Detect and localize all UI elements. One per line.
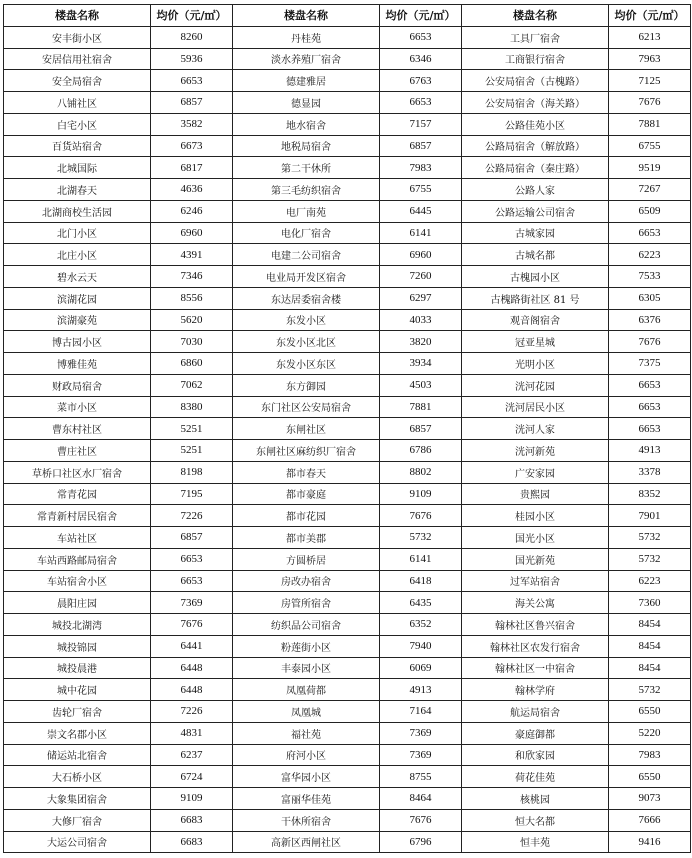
- average-price-cell: 9416: [609, 831, 691, 853]
- average-price-cell: 5620: [151, 309, 233, 331]
- column-header-name: 楼盘名称: [233, 5, 380, 27]
- table-row: [4, 26, 691, 48]
- average-price-cell: 4503: [380, 374, 462, 396]
- property-name-cell: 齿轮厂宿舍: [4, 701, 151, 723]
- average-price-cell: 7226: [151, 701, 233, 723]
- average-price-cell: 9109: [380, 483, 462, 505]
- table-row: [4, 766, 691, 788]
- property-name-cell: 安全局宿舍: [4, 70, 151, 92]
- property-name-cell: 滨湖花园: [4, 287, 151, 309]
- average-price-cell: 5220: [609, 722, 691, 744]
- property-name-cell: 八铺社区: [4, 92, 151, 114]
- property-name-cell: 都市美郡: [233, 527, 380, 549]
- property-name-cell: 冠亚星城: [462, 331, 609, 353]
- average-price-cell: 6653: [609, 374, 691, 396]
- property-name-cell: 工商银行宿舍: [462, 48, 609, 70]
- average-price-cell: 5732: [609, 679, 691, 701]
- table-row: [4, 809, 691, 831]
- average-price-cell: 6860: [151, 353, 233, 375]
- average-price-cell: 6796: [380, 831, 462, 853]
- average-price-cell: 7940: [380, 635, 462, 657]
- property-name-cell: 粉莲街小区: [233, 635, 380, 657]
- property-name-cell: 东门社区公安局宿舍: [233, 396, 380, 418]
- average-price-cell: 6683: [151, 831, 233, 853]
- average-price-cell: 6653: [380, 92, 462, 114]
- average-price-cell: 6786: [380, 440, 462, 462]
- average-price-cell: 7360: [609, 592, 691, 614]
- average-price-cell: 7226: [151, 505, 233, 527]
- average-price-cell: 3820: [380, 331, 462, 353]
- average-price-cell: 7901: [609, 505, 691, 527]
- table-row: [4, 505, 691, 527]
- property-name-cell: 房改办宿舍: [233, 570, 380, 592]
- property-name-cell: 第三毛纺织宿舍: [233, 179, 380, 201]
- table-row: [4, 200, 691, 222]
- average-price-cell: 6441: [151, 635, 233, 657]
- average-price-cell: 6683: [151, 809, 233, 831]
- average-price-cell: 6763: [380, 70, 462, 92]
- average-price-cell: 6653: [151, 70, 233, 92]
- property-name-cell: 安丰街小区: [4, 26, 151, 48]
- average-price-cell: 7676: [151, 614, 233, 636]
- property-name-cell: 德显园: [233, 92, 380, 114]
- average-price-cell: 4913: [380, 679, 462, 701]
- average-price-cell: 8556: [151, 287, 233, 309]
- housing-price-table: [3, 4, 691, 853]
- table-row: [4, 222, 691, 244]
- table-row: [4, 744, 691, 766]
- average-price-cell: 6448: [151, 679, 233, 701]
- property-name-cell: 公路运输公司宿舍: [462, 200, 609, 222]
- property-name-cell: 车站宿舍小区: [4, 570, 151, 592]
- average-price-cell: 7267: [609, 179, 691, 201]
- property-name-cell: 过军站宿舍: [462, 570, 609, 592]
- property-name-cell: 桂园小区: [462, 505, 609, 527]
- average-price-cell: 6223: [609, 244, 691, 266]
- property-name-cell: 观音阁宿舍: [462, 309, 609, 331]
- average-price-cell: 8454: [609, 614, 691, 636]
- property-name-cell: 百货站宿舍: [4, 135, 151, 157]
- average-price-cell: 8464: [380, 788, 462, 810]
- average-price-cell: 7369: [151, 592, 233, 614]
- table-row: [4, 157, 691, 179]
- table-row: [4, 483, 691, 505]
- average-price-cell: 7983: [380, 157, 462, 179]
- property-name-cell: 东发小区东区: [233, 353, 380, 375]
- table-row: [4, 592, 691, 614]
- property-name-cell: 北门小区: [4, 222, 151, 244]
- average-price-cell: 6376: [609, 309, 691, 331]
- property-name-cell: 公安局宿舍（海关路）: [462, 92, 609, 114]
- property-name-cell: 储运站北宿舍: [4, 744, 151, 766]
- table-row: [4, 309, 691, 331]
- average-price-cell: 8260: [151, 26, 233, 48]
- property-name-cell: 丰泰园小区: [233, 657, 380, 679]
- table-row: [4, 244, 691, 266]
- average-price-cell: 6653: [151, 570, 233, 592]
- average-price-cell: 5936: [151, 48, 233, 70]
- average-price-cell: 7260: [380, 266, 462, 288]
- table-row: [4, 614, 691, 636]
- average-price-cell: 6352: [380, 614, 462, 636]
- property-name-cell: 东方御园: [233, 374, 380, 396]
- table-row: [4, 48, 691, 70]
- property-name-cell: 公安局宿舍（古槐路）: [462, 70, 609, 92]
- average-price-cell: 6550: [609, 701, 691, 723]
- average-price-cell: 5251: [151, 418, 233, 440]
- average-price-cell: 4913: [609, 440, 691, 462]
- property-name-cell: 曹庄社区: [4, 440, 151, 462]
- average-price-cell: 3582: [151, 113, 233, 135]
- property-name-cell: 国光新苑: [462, 548, 609, 570]
- property-name-cell: 大运公司宿舍: [4, 831, 151, 853]
- property-name-cell: 府河小区: [233, 744, 380, 766]
- average-price-cell: 4831: [151, 722, 233, 744]
- property-name-cell: 丹桂苑: [233, 26, 380, 48]
- property-name-cell: 洸河新苑: [462, 440, 609, 462]
- table-row: [4, 570, 691, 592]
- table-row: [4, 135, 691, 157]
- table-row: [4, 788, 691, 810]
- property-name-cell: 城投北湖湾: [4, 614, 151, 636]
- property-name-cell: 东达居委宿舍楼: [233, 287, 380, 309]
- property-name-cell: 洸河人家: [462, 418, 609, 440]
- property-name-cell: 富华园小区: [233, 766, 380, 788]
- property-name-cell: 城投锦园: [4, 635, 151, 657]
- table-row: [4, 548, 691, 570]
- table-row: [4, 635, 691, 657]
- property-name-cell: 北湖商校生活园: [4, 200, 151, 222]
- average-price-cell: 9109: [151, 788, 233, 810]
- property-name-cell: 凤凰荷都: [233, 679, 380, 701]
- average-price-cell: 7533: [609, 266, 691, 288]
- average-price-cell: 9519: [609, 157, 691, 179]
- average-price-cell: 7676: [380, 809, 462, 831]
- average-price-cell: 6653: [380, 26, 462, 48]
- property-name-cell: 洸河居民小区: [462, 396, 609, 418]
- average-price-cell: 6960: [151, 222, 233, 244]
- property-name-cell: 公路人家: [462, 179, 609, 201]
- table-row: [4, 287, 691, 309]
- average-price-cell: 7881: [609, 113, 691, 135]
- property-name-cell: 城投晨港: [4, 657, 151, 679]
- average-price-cell: 6857: [151, 92, 233, 114]
- average-price-cell: 8380: [151, 396, 233, 418]
- average-price-cell: 8352: [609, 483, 691, 505]
- property-name-cell: 古城名都: [462, 244, 609, 266]
- table-row: [4, 657, 691, 679]
- average-price-cell: 6069: [380, 657, 462, 679]
- average-price-cell: 6509: [609, 200, 691, 222]
- property-name-cell: 洸河花园: [462, 374, 609, 396]
- average-price-cell: 3934: [380, 353, 462, 375]
- property-name-cell: 城中花园: [4, 679, 151, 701]
- property-name-cell: 地税局宿舍: [233, 135, 380, 157]
- table-row: [4, 353, 691, 375]
- property-name-cell: 曹东村社区: [4, 418, 151, 440]
- property-name-cell: 菜市小区: [4, 396, 151, 418]
- average-price-cell: 7963: [609, 48, 691, 70]
- property-name-cell: 翰林社区农发行宿舍: [462, 635, 609, 657]
- property-name-cell: 贵熙园: [462, 483, 609, 505]
- column-header-price: 均价（元/㎡）: [151, 5, 233, 27]
- average-price-cell: 6445: [380, 200, 462, 222]
- average-price-cell: 6297: [380, 287, 462, 309]
- average-price-cell: 8755: [380, 766, 462, 788]
- property-name-cell: 都市豪庭: [233, 483, 380, 505]
- average-price-cell: 6418: [380, 570, 462, 592]
- average-price-cell: 6435: [380, 592, 462, 614]
- property-name-cell: 常青新村居民宿舍: [4, 505, 151, 527]
- average-price-cell: 6346: [380, 48, 462, 70]
- property-name-cell: 北湖春天: [4, 179, 151, 201]
- property-name-cell: 海关公寓: [462, 592, 609, 614]
- average-price-cell: 6960: [380, 244, 462, 266]
- average-price-cell: 6550: [609, 766, 691, 788]
- table-row: [4, 831, 691, 853]
- property-name-cell: 国光小区: [462, 527, 609, 549]
- property-name-cell: 古城家园: [462, 222, 609, 244]
- property-name-cell: 翰林学府: [462, 679, 609, 701]
- property-name-cell: 电建二公司宿舍: [233, 244, 380, 266]
- property-name-cell: 干休所宿舍: [233, 809, 380, 831]
- column-header-name: 楼盘名称: [4, 5, 151, 27]
- property-name-cell: 公路局宿舍（解放路）: [462, 135, 609, 157]
- average-price-cell: 7881: [380, 396, 462, 418]
- table-row: [4, 179, 691, 201]
- property-name-cell: 大象集团宿舍: [4, 788, 151, 810]
- property-name-cell: 大修厂宿舍: [4, 809, 151, 831]
- average-price-cell: 7369: [380, 744, 462, 766]
- property-name-cell: 大石桥小区: [4, 766, 151, 788]
- property-name-cell: 东闸社区麻纺织厂宿舍: [233, 440, 380, 462]
- property-name-cell: 高新区西闸社区: [233, 831, 380, 853]
- property-name-cell: 德建雅居: [233, 70, 380, 92]
- property-name-cell: 电化厂宿舍: [233, 222, 380, 244]
- column-header-name: 楼盘名称: [462, 5, 609, 27]
- average-price-cell: 7676: [609, 331, 691, 353]
- average-price-cell: 4391: [151, 244, 233, 266]
- average-price-cell: 6755: [380, 179, 462, 201]
- property-name-cell: 凤凰城: [233, 701, 380, 723]
- header-row: [4, 5, 691, 27]
- table-row: [4, 679, 691, 701]
- average-price-cell: 7030: [151, 331, 233, 353]
- property-name-cell: 福社苑: [233, 722, 380, 744]
- average-price-cell: 3378: [609, 461, 691, 483]
- property-name-cell: 第二干休所: [233, 157, 380, 179]
- table-row: [4, 440, 691, 462]
- average-price-cell: 6653: [151, 548, 233, 570]
- property-name-cell: 古槐园小区: [462, 266, 609, 288]
- average-price-cell: 6817: [151, 157, 233, 179]
- average-price-cell: 5732: [609, 548, 691, 570]
- property-name-cell: 光明小区: [462, 353, 609, 375]
- average-price-cell: 5251: [151, 440, 233, 462]
- table-row: [4, 374, 691, 396]
- average-price-cell: 6724: [151, 766, 233, 788]
- average-price-cell: 5732: [380, 527, 462, 549]
- average-price-cell: 7676: [609, 92, 691, 114]
- property-name-cell: 方圆桥居: [233, 548, 380, 570]
- average-price-cell: 6213: [609, 26, 691, 48]
- average-price-cell: 6448: [151, 657, 233, 679]
- property-name-cell: 公路局宿舍（秦庄路）: [462, 157, 609, 179]
- table-row: [4, 92, 691, 114]
- property-name-cell: 荷花佳苑: [462, 766, 609, 788]
- property-name-cell: 核桃园: [462, 788, 609, 810]
- property-name-cell: 崇文名郡小区: [4, 722, 151, 744]
- average-price-cell: 6673: [151, 135, 233, 157]
- average-price-cell: 8454: [609, 635, 691, 657]
- column-header-price: 均价（元/㎡）: [380, 5, 462, 27]
- average-price-cell: 7125: [609, 70, 691, 92]
- property-name-cell: 恒丰苑: [462, 831, 609, 853]
- average-price-cell: 6857: [380, 418, 462, 440]
- property-name-cell: 电业局开发区宿舍: [233, 266, 380, 288]
- table-row: [4, 266, 691, 288]
- average-price-cell: 7195: [151, 483, 233, 505]
- property-name-cell: 纺织品公司宿舍: [233, 614, 380, 636]
- property-name-cell: 财政局宿舍: [4, 374, 151, 396]
- average-price-cell: 4636: [151, 179, 233, 201]
- average-price-cell: 6237: [151, 744, 233, 766]
- average-price-cell: 7676: [380, 505, 462, 527]
- table-row: [4, 722, 691, 744]
- property-name-cell: 东发小区北区: [233, 331, 380, 353]
- property-name-cell: 豪庭御都: [462, 722, 609, 744]
- table-row: [4, 461, 691, 483]
- average-price-cell: 6755: [609, 135, 691, 157]
- average-price-cell: 6223: [609, 570, 691, 592]
- property-name-cell: 航运局宿舍: [462, 701, 609, 723]
- average-price-cell: 7062: [151, 374, 233, 396]
- property-name-cell: 博古园小区: [4, 331, 151, 353]
- table-row: [4, 70, 691, 92]
- property-name-cell: 和欣家园: [462, 744, 609, 766]
- average-price-cell: 7346: [151, 266, 233, 288]
- property-name-cell: 都市花园: [233, 505, 380, 527]
- column-header-price: 均价（元/㎡）: [609, 5, 691, 27]
- property-name-cell: 白宅小区: [4, 113, 151, 135]
- table-row: [4, 396, 691, 418]
- property-name-cell: 草桥口社区水厂宿舍: [4, 461, 151, 483]
- property-name-cell: 常青花园: [4, 483, 151, 505]
- table-row: [4, 418, 691, 440]
- property-name-cell: 车站西路邮局宿舍: [4, 548, 151, 570]
- average-price-cell: 9073: [609, 788, 691, 810]
- property-name-cell: 广安家园: [462, 461, 609, 483]
- average-price-cell: 6141: [380, 222, 462, 244]
- average-price-cell: 7369: [380, 722, 462, 744]
- table-row: [4, 527, 691, 549]
- average-price-cell: 6653: [609, 222, 691, 244]
- average-price-cell: 6857: [151, 527, 233, 549]
- property-name-cell: 晨阳庄园: [4, 592, 151, 614]
- property-name-cell: 车站社区: [4, 527, 151, 549]
- property-name-cell: 房管所宿舍: [233, 592, 380, 614]
- property-name-cell: 东闸社区: [233, 418, 380, 440]
- property-name-cell: 工具厂宿舍: [462, 26, 609, 48]
- average-price-cell: 8802: [380, 461, 462, 483]
- average-price-cell: 7375: [609, 353, 691, 375]
- property-name-cell: 恒大名都: [462, 809, 609, 831]
- table-row: [4, 331, 691, 353]
- property-name-cell: 碧水云天: [4, 266, 151, 288]
- average-price-cell: 8198: [151, 461, 233, 483]
- property-name-cell: 翰林社区一中宿舍: [462, 657, 609, 679]
- average-price-cell: 6653: [609, 418, 691, 440]
- property-name-cell: 滨湖豪苑: [4, 309, 151, 331]
- average-price-cell: 6653: [609, 396, 691, 418]
- average-price-cell: 5732: [609, 527, 691, 549]
- property-name-cell: 博雅佳苑: [4, 353, 151, 375]
- property-name-cell: 淡水养殖厂宿舍: [233, 48, 380, 70]
- property-name-cell: 都市春天: [233, 461, 380, 483]
- average-price-cell: 6305: [609, 287, 691, 309]
- property-name-cell: 地水宿舍: [233, 113, 380, 135]
- property-name-cell: 东发小区: [233, 309, 380, 331]
- property-name-cell: 富丽华佳苑: [233, 788, 380, 810]
- average-price-cell: 7983: [609, 744, 691, 766]
- table-row: [4, 113, 691, 135]
- property-name-cell: 安居信用社宿舍: [4, 48, 151, 70]
- average-price-cell: 4033: [380, 309, 462, 331]
- average-price-cell: 6246: [151, 200, 233, 222]
- table-body: [4, 26, 691, 853]
- average-price-cell: 7666: [609, 809, 691, 831]
- average-price-cell: 6857: [380, 135, 462, 157]
- average-price-cell: 7164: [380, 701, 462, 723]
- property-name-cell: 电厂南苑: [233, 200, 380, 222]
- average-price-cell: 7157: [380, 113, 462, 135]
- property-name-cell: 翰林社区鲁兴宿舍: [462, 614, 609, 636]
- property-name-cell: 北庄小区: [4, 244, 151, 266]
- average-price-cell: 6141: [380, 548, 462, 570]
- property-name-cell: 北城国际: [4, 157, 151, 179]
- property-name-cell: 古槐路街社区 81 号: [462, 287, 609, 309]
- average-price-cell: 8454: [609, 657, 691, 679]
- property-name-cell: 公路佳苑小区: [462, 113, 609, 135]
- table-row: [4, 701, 691, 723]
